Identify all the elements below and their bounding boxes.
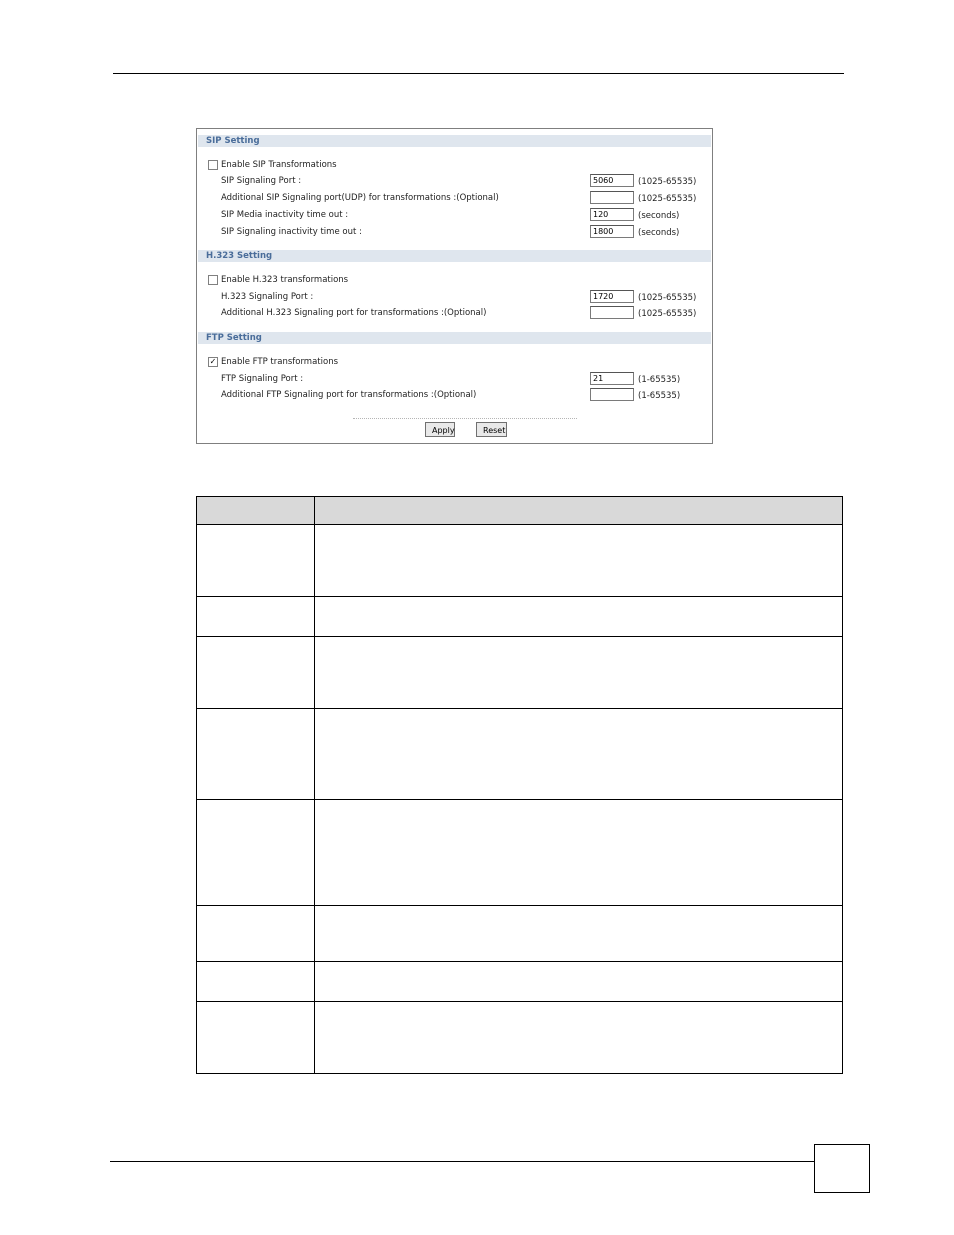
table-row: [197, 524, 842, 525]
table-row: [197, 961, 842, 962]
ftp-enable-label: Enable FTP transformations: [221, 357, 339, 367]
sip-additional-port-range: (1025-65535): [638, 194, 697, 204]
checkmark-icon: ✓: [209, 357, 217, 366]
h323-section-heading: H.323 Setting: [198, 250, 711, 262]
sip-signaling-port-range: (1025-65535): [638, 177, 697, 187]
sip-signaling-port-row: [197, 175, 712, 189]
ftp-additional-port-row: [197, 389, 712, 403]
table-column-divider: [314, 497, 315, 1073]
ftp-signaling-port-row: [197, 373, 712, 387]
h323-signaling-port-input[interactable]: [590, 290, 634, 303]
sip-additional-port-label: Additional SIP Signaling port(UDP) for transformations :(Optional): [221, 193, 499, 203]
sip-additional-port-input[interactable]: [590, 191, 634, 204]
sip-enable-label: Enable SIP Transformations: [221, 160, 337, 170]
apply-button[interactable]: Apply: [425, 422, 455, 437]
sip-additional-port-row: [197, 192, 712, 206]
ftp-section-heading: FTP Setting: [198, 332, 711, 344]
table-row: [197, 708, 842, 709]
sip-signaling-timeout-label: SIP Signaling inactivity time out :: [221, 227, 362, 237]
sip-media-timeout-row: [197, 209, 712, 223]
ftp-additional-port-input[interactable]: [590, 388, 634, 401]
sip-media-timeout-label: SIP Media inactivity time out :: [221, 210, 349, 220]
table-header-row: [197, 497, 842, 524]
header-rule: [113, 73, 844, 74]
ftp-signaling-port-input[interactable]: [590, 372, 634, 385]
table-row: [197, 799, 842, 800]
field-description-table: [196, 496, 843, 1074]
alg-settings-panel: [196, 128, 713, 444]
ftp-additional-port-range: (1-65535): [638, 391, 681, 401]
ftp-signaling-port-range: (1-65535): [638, 375, 681, 385]
sip-signaling-timeout-row: [197, 226, 712, 240]
h323-additional-port-label: Additional H.323 Signaling port for transformations :(Optional): [221, 308, 487, 318]
sip-media-timeout-input[interactable]: [590, 208, 634, 221]
table-row: [197, 905, 842, 906]
table-row: [197, 1001, 842, 1002]
sip-signaling-timeout-input[interactable]: [590, 225, 634, 238]
ftp-enable-checkbox[interactable]: [208, 357, 218, 367]
footer-rule: [110, 1161, 815, 1162]
h323-enable-checkbox[interactable]: [208, 275, 218, 285]
reset-button[interactable]: Reset: [476, 422, 507, 437]
ftp-additional-port-label: Additional FTP Signaling port for transformations :(Optional): [221, 390, 477, 400]
h323-signaling-port-label: H.323 Signaling Port :: [221, 292, 314, 302]
sip-signaling-port-label: SIP Signaling Port :: [221, 176, 302, 186]
h323-enable-row: [197, 274, 712, 288]
table-row: [197, 636, 842, 637]
h323-signaling-port-row: [197, 291, 712, 305]
h323-additional-port-range: (1025-65535): [638, 309, 697, 319]
ftp-signaling-port-label: FTP Signaling Port :: [221, 374, 304, 384]
table-row: [197, 596, 842, 597]
sip-signaling-port-input[interactable]: [590, 174, 634, 187]
sip-media-timeout-unit: (seconds): [638, 211, 680, 221]
h323-signaling-port-range: (1025-65535): [638, 293, 697, 303]
ftp-enable-row: [197, 356, 712, 370]
button-divider: [353, 418, 577, 419]
sip-signaling-timeout-unit: (seconds): [638, 228, 680, 238]
page-number-box: [814, 1144, 870, 1193]
sip-enable-checkbox[interactable]: [208, 160, 218, 170]
h323-additional-port-row: [197, 307, 712, 321]
sip-enable-row: [197, 159, 712, 173]
h323-enable-label: Enable H.323 transformations: [221, 275, 349, 285]
h323-additional-port-input[interactable]: [590, 306, 634, 319]
sip-section-heading: SIP Setting: [198, 135, 711, 147]
